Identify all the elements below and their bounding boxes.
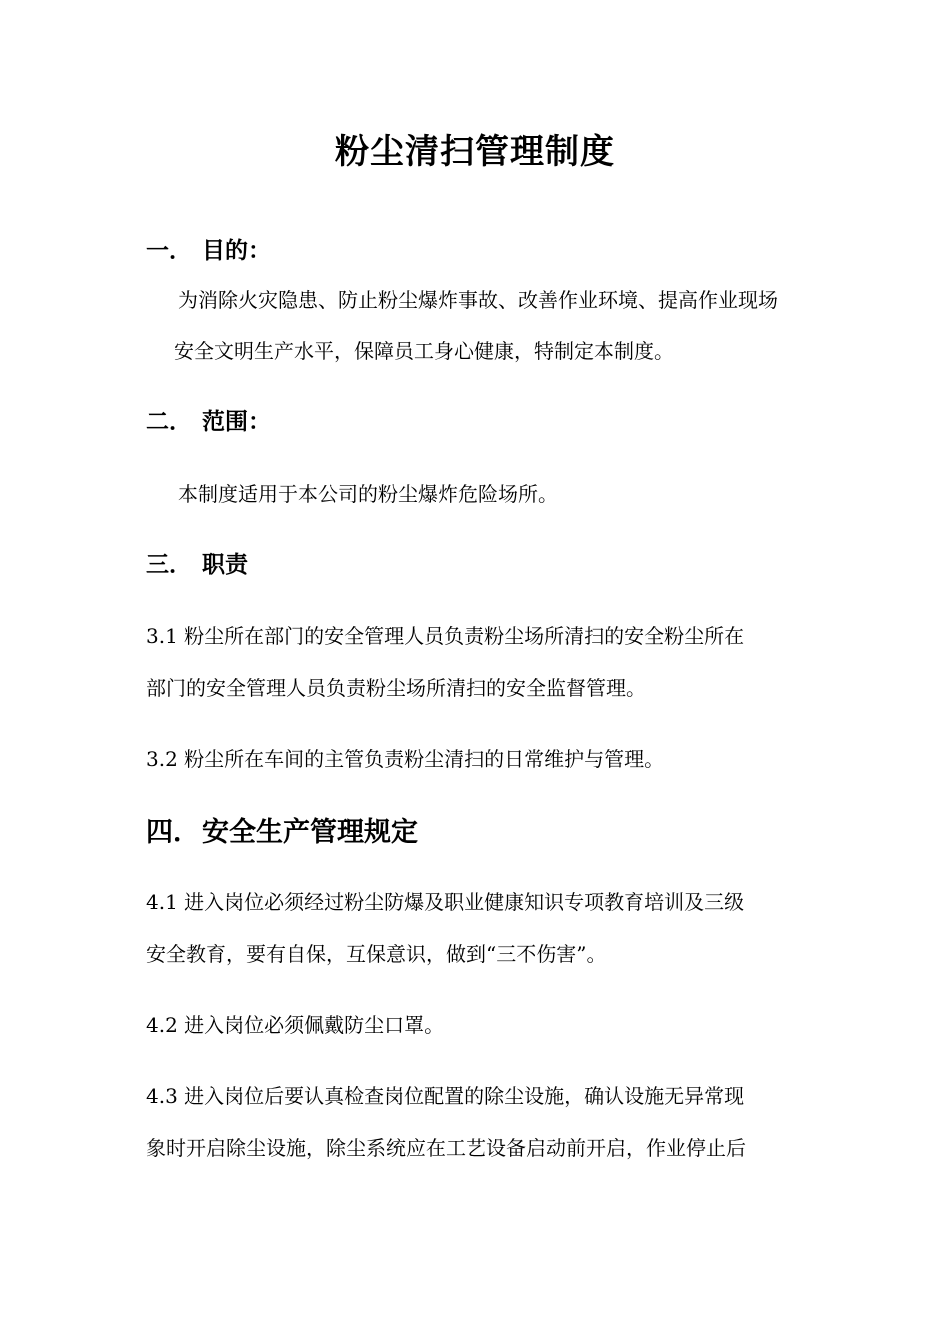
section-number: 一． [146,237,192,264]
section-number: 三． [146,551,192,578]
section-heading-text: 范围： [202,408,271,435]
section-number: 二． [146,408,192,435]
section-heading-responsibility [146,549,248,581]
section-heading-safety-rules [146,815,418,851]
paragraph-line: 4.3 进入岗位后要认真检查岗位配置的除尘设施，确认设施无异常现 [146,1084,745,1108]
section-heading-text: 安全生产管理规定 [202,817,418,848]
paragraph-line: 3.2 粉尘所在车间的主管负责粉尘清扫的日常维护与管理。 [146,747,665,771]
paragraph-line: 象时开启除尘设施，除尘系统应在工艺设备启动前开启，作业停止后 [146,1136,746,1160]
section-heading-text: 目的： [202,237,271,264]
paragraph-line: 为消除火灾隐患、防止粉尘爆炸事故、改善作业环境、提高作业现场 [178,288,778,312]
paragraph-line: 部门的安全管理人员负责粉尘场所清扫的安全监督管理。 [146,676,646,700]
paragraph-line: 4.2 进入岗位必须佩戴防尘口罩。 [146,1013,445,1037]
paragraph-line: 3.1 粉尘所在部门的安全管理人员负责粉尘场所清扫的安全粉尘所在 [146,624,745,648]
section-heading-purpose [146,235,271,267]
paragraph-line: 安全文明生产水平，保障员工身心健康，特制定本制度。 [174,339,674,363]
section-number: 四． [146,817,200,848]
document-title: 粉尘清扫管理制度 [335,132,615,172]
section-heading-scope [146,406,271,438]
paragraph-line: 本制度适用于本公司的粉尘爆炸危险场所。 [178,482,558,506]
section-heading-text: 职责 [202,551,248,578]
paragraph-line: 安全教育，要有自保，互保意识，做到“三不伤害”。 [146,942,607,966]
paragraph-line: 4.1 进入岗位必须经过粉尘防爆及职业健康知识专项教育培训及三级 [146,890,745,914]
